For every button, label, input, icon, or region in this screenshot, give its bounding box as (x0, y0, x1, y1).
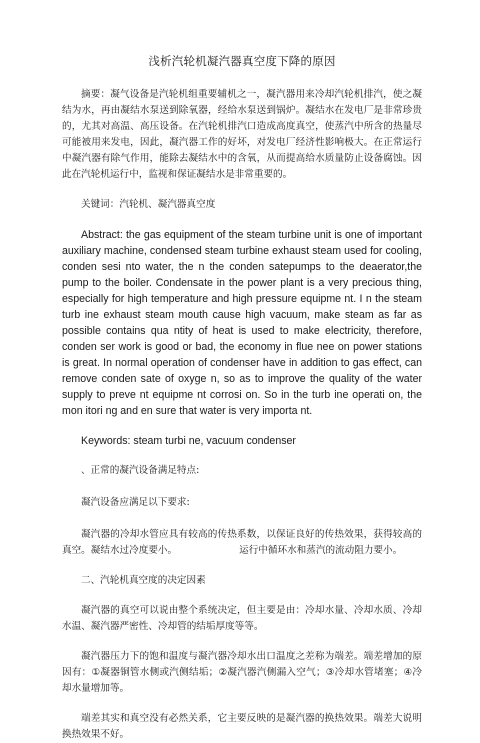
section1-body-a: 凝汽器的冷却水管应具有较高的传热系数，以保证良好的传热效果，获得较高的真空。凝结水过冷度要小。 (62, 529, 422, 556)
section2-paragraph-2: 凝汽器压力下的饱和温度与凝汽器冷却水出口温度之差称为端差。端差增加的原因有：①凝器铜管水侧或汽侧结垢；②凝汽器汽侧漏入空气；③冷却水管堵塞；④冷却水量增加等。 (62, 651, 422, 694)
section1-body-b: 运行中循环水和蒸汽的流动阻力要小。 (239, 545, 403, 556)
abstract-cn: 摘要：凝气设备是汽轮机组重要辅机之一，凝汽器用来冷却汽轮机排汽，使之凝结为水，再由凝结水泵送到除氧器，经给水泵送到锅炉。凝结水在发电厂是非常珍贵的，尤其对高温、高压设备。在汽轮机排汽口造成高度真空，使蒸汽中所含的热量尽可能被用来发电，因此，凝汽器工作的好坏，对发电厂经济性影响极大。在正常运行中凝汽器有除气作用，能除去凝结水中的含氧，从而提高给水质量防止设备腐蚀。因此在汽轮机运行中，监视和保证凝结水是非常重要的。 (62, 89, 422, 180)
section1-body (62, 527, 422, 559)
document-title: 浅析汽轮机凝汽器真空度下降的原因 (148, 54, 336, 68)
section2-paragraph-1: 凝汽器的真空可以说由整个系统决定，但主要是由：冷却水量、冷却水质、冷却水温、凝汽器严密性、冷却管的结垢厚度等等。 (62, 605, 422, 632)
section1-heading: 、正常的凝汽设备满足特点: (81, 465, 200, 476)
section2-heading: 二、汽轮机真空度的决定因素 (81, 575, 206, 586)
section2-paragraph-3: 端差其实和真空没有必然关系，它主要反映的是凝汽器的换热效果。端差大说明换热效果不好。 (62, 713, 422, 740)
keywords-en: Keywords: steam turbi ne, vacuum condenser (81, 435, 296, 447)
keywords-cn: 关键词：汽轮机、凝汽器真空度 (81, 199, 216, 210)
section1-subheading: 凝汽设备应满足以下要求: (81, 497, 190, 508)
abstract-en: Abstract: the gas equipment of the steam turbine unit is one of important auxiliary machine, condensed steam turbine exhaust steam used for cooling, conden sesi nto water, the n the conden satepumps to the deaerator,the pump to the boiler. Condensate in the power plant is a very precious thing, especially for high temperature and high pressure equipme nt. I n the steam turb ine exhaust steam mouth cause high vacuum, make steam as far as possible contains qua ntity of heat is used to make electricity, therefore, conden ser work is good or bad, the economy in flue nee on power stations is great. In normal operation of condenser have in addition to gas effect, can remove conden sate of oxyge n, so as to improve the quality of the water supply to preve nt equipme nt corrosi on. So in the turb ine operati on, the mon itori ng and en sure that water is very importa nt. (62, 229, 422, 417)
